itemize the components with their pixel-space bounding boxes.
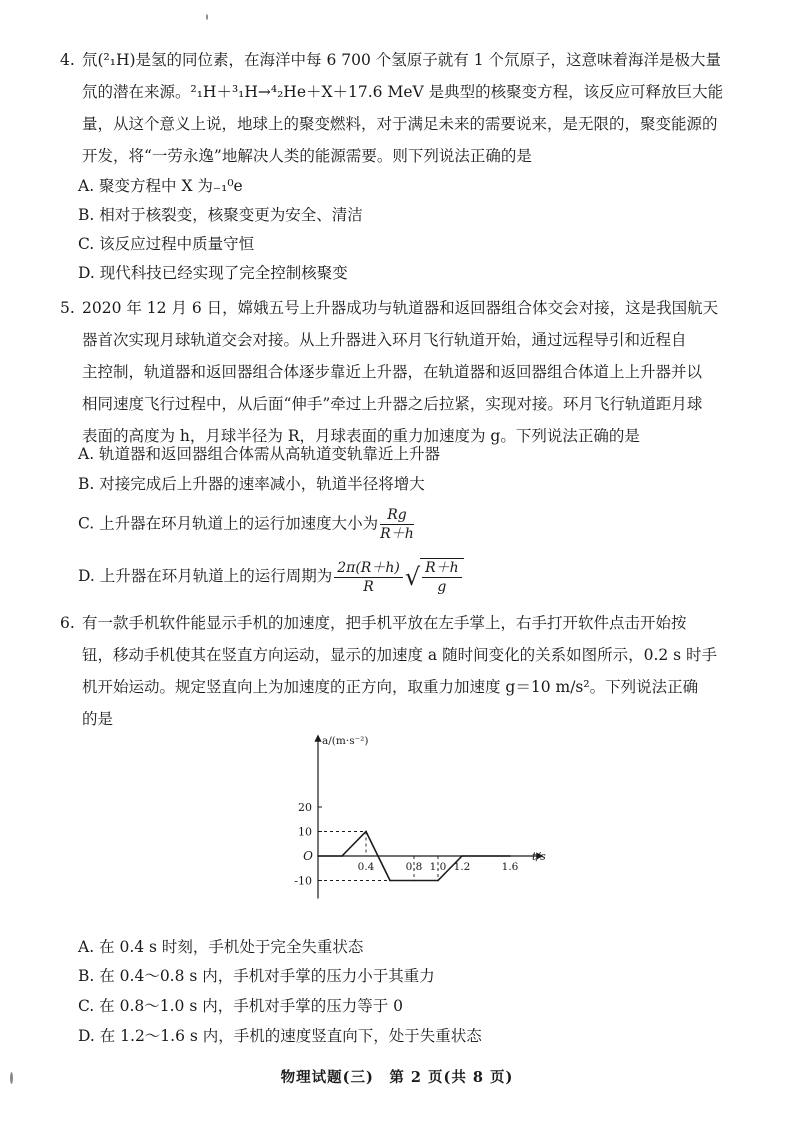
fraction	[380, 506, 414, 543]
question-6	[60, 607, 740, 735]
q5-option-b: B. 对接完成后上升器的速率减小，轨道半径将增大	[78, 475, 425, 493]
stem-line: 钮，移动手机使其在竖直方向运动，显示的加速度 a 随时间变化的关系如图所示，0.2 s 时手	[82, 646, 718, 664]
question-number: 6.	[60, 614, 75, 632]
x-tick-label: 1.6	[501, 861, 519, 873]
stem-line: 量，从这个意义上说，地球上的聚变燃料，对于满足未来的需要说来，是无限的，聚变能源的	[82, 115, 718, 133]
data-point	[509, 855, 511, 857]
question-number: 5.	[60, 299, 75, 317]
stem-line: 机开始运动。规定竖直向上为加速度的正方向，取重力加速度 g＝10 m/s²。下列说法正确	[82, 678, 699, 696]
q4-option-a: A. 聚变方程中 X 为₋₁⁰e	[78, 177, 243, 195]
question-number: 4.	[60, 51, 75, 69]
data-point	[437, 880, 439, 882]
x-tick-label: 1.0	[429, 861, 447, 873]
q5-option-d	[78, 558, 464, 596]
fraction-denominator: R	[363, 578, 374, 595]
question-4	[60, 44, 740, 172]
q5-option-c	[78, 506, 416, 543]
fraction-numerator: R＋h	[422, 559, 462, 578]
q6-option-b: B. 在 0.4～0.8 s 内，手机对手掌的压力小于其重力	[78, 967, 435, 985]
q4-option-d: D. 现代科技已经实现了完全控制核聚变	[78, 264, 348, 282]
q6-option-a: A. 在 0.4 s 时刻，手机处于完全失重状态	[78, 938, 364, 956]
question-stem	[82, 607, 740, 735]
option-text: C. 上升器在环月轨道上的运行加速度大小为	[78, 514, 379, 533]
radicand	[420, 558, 464, 596]
acceleration-time-graph	[282, 730, 546, 930]
q4-option-c: C. 该反应过程中质量守恒	[78, 235, 255, 253]
stem-line: 表面的高度为 h，月球半径为 R，月球表面的重力加速度为 g。下列说法正确的是	[82, 427, 640, 445]
option-text: D. 上升器在环月轨道上的运行周期为	[78, 567, 333, 585]
square-root	[405, 558, 464, 596]
scan-speck	[10, 1072, 13, 1084]
stem-line: 2020 年 12 月 6 日，嫦娥五号上升器成功与轨道器和返回器组合体交会对接，这是我国航天	[82, 299, 719, 317]
fraction	[334, 559, 403, 596]
origin-label: O	[303, 849, 313, 863]
fraction-numerator: 2π(R＋h)	[334, 559, 403, 578]
data-point	[413, 880, 415, 882]
fraction-numerator: Rg	[380, 506, 414, 525]
y-tick-label: -10	[294, 874, 312, 888]
x-tick-label: 0.4	[357, 861, 375, 873]
stem-line: 主控制，轨道器和返回器组合体逐步靠近上升器，在轨道器和返回器组合体道上上升器并以	[82, 363, 703, 381]
fraction-denominator: g	[437, 579, 447, 595]
y-tick-label: 10	[298, 825, 312, 839]
stem-line: 开发，将“一劳永逸”地解决人类的能源需要。则下列说法正确的是	[82, 147, 532, 165]
data-point	[317, 855, 319, 857]
data-point	[341, 855, 343, 857]
stem-line: 相同速度飞行过程中，从后面“伸手”牵过上升器之后拉紧，实现对接。环月飞行轨道距月球	[82, 395, 703, 413]
question-stem	[82, 44, 740, 172]
stem-line: 氘的潜在来源。²₁H＋³₁H→⁴₂He＋X＋17.6 MeV 是典型的核聚变方程，该反应可释放巨大能	[82, 83, 724, 101]
x-axis-label: t/s	[532, 850, 546, 863]
x-tick-label: 0.8	[405, 861, 423, 873]
page-footer: 物理试题(三) 第 2 页(共 8 页)	[280, 1069, 514, 1086]
data-point	[365, 831, 367, 833]
fraction-denominator: R＋h	[380, 526, 414, 542]
stem-line: 氘(²₁H)是氢的同位素，在海洋中每 6 700 个氢原子就有 1 个氘原子，这意味着海洋是极大量	[82, 51, 721, 69]
x-tick-label: 1.2	[453, 861, 471, 873]
data-point	[461, 855, 463, 857]
stem-line: 器首次实现月球轨道交会对接。从上升器进入环月飞行轨道开始，通过远程导引和近程自	[82, 331, 687, 349]
scan-speck	[206, 14, 208, 20]
data-point	[389, 880, 391, 882]
q4-option-b: B. 相对于核裂变，核聚变更为安全、清洁	[78, 206, 363, 224]
question-5	[60, 292, 740, 452]
question-stem	[82, 292, 740, 452]
stem-line: 的是	[82, 710, 114, 728]
radical-sign: √	[404, 563, 421, 591]
y-tick-label: 20	[298, 801, 312, 814]
y-axis-label: a/(m·s⁻²)	[322, 735, 369, 747]
q6-option-d: D. 在 1.2～1.6 s 内，手机的速度竖直向下，处于失重状态	[78, 1027, 482, 1045]
fraction	[422, 559, 462, 596]
q6-option-c: C. 在 0.8～1.0 s 内，手机对手掌的压力等于 0	[78, 997, 403, 1015]
stem-line: 有一款手机软件能显示手机的加速度，把手机平放在左手掌上，右手打开软件点击开始按	[82, 614, 687, 632]
q5-option-a: A. 轨道器和返回器组合体需从高轨道变轨靠近上升器	[78, 445, 441, 463]
